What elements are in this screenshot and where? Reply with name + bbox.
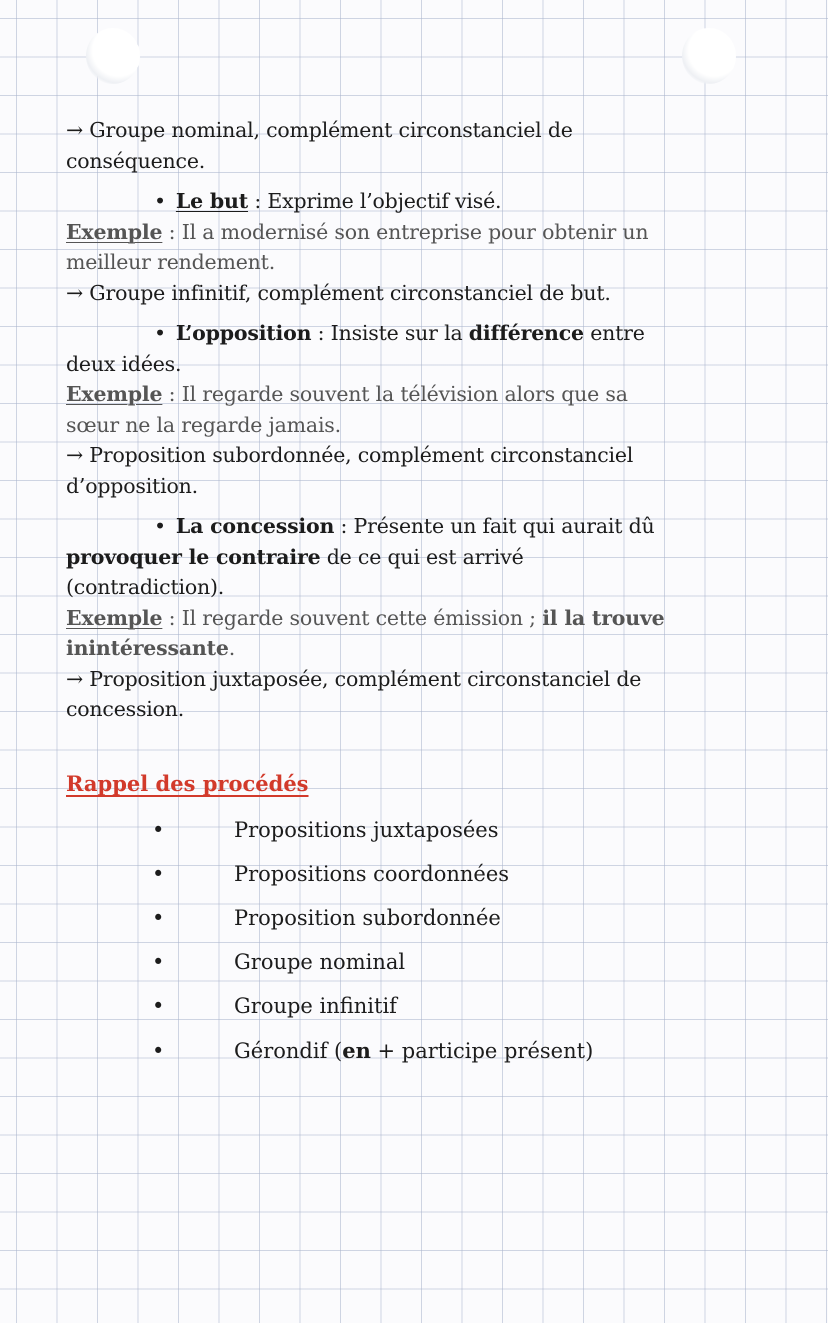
concession-analysis: → Proposition juxtaposée, complément circonstanciel de [66, 666, 642, 691]
bullet-icon: • [152, 994, 165, 1018]
concession-analysis-cont: concession. [66, 697, 185, 721]
concession-definition-cont: (contradiction). [66, 575, 225, 599]
list-item-text: Propositions coordonnées [234, 862, 510, 886]
concession-definition: : Présente un fait qui aurait dû [334, 514, 655, 538]
notes-body [66, 115, 786, 725]
but-example [66, 217, 786, 248]
opposition-definition-end: entre [583, 321, 645, 345]
section-but [66, 186, 786, 217]
bullet-icon: • [152, 906, 165, 930]
rappel-title: Rappel des procédés [66, 771, 309, 796]
bullet-icon: • [154, 189, 166, 213]
list-item-text: Groupe infinitif [234, 994, 397, 1018]
example-label: Exemple [66, 382, 163, 406]
term-opposition: L’opposition [175, 321, 312, 345]
bullet-icon: • [154, 514, 166, 538]
opposition-definition-bold: différence [468, 321, 584, 345]
bullet-icon: • [152, 862, 165, 886]
list-item-text [234, 1036, 593, 1066]
list-item-text: Proposition subordonnée [234, 906, 501, 930]
section-opposition [66, 318, 786, 349]
concession-example [66, 603, 786, 634]
gerondif-bold: en [342, 1038, 371, 1063]
gerondif-text-end: + participe présent) [370, 1039, 594, 1063]
concession-definition-end: de ce qui est arrivé [320, 544, 524, 569]
bullet-icon: • [152, 818, 165, 842]
opposition-analysis: → Proposition subordonnée, complément circonstanciel [66, 443, 634, 467]
opposition-example [66, 379, 786, 410]
binder-hole-right [682, 28, 736, 84]
example-label: Exemple [66, 605, 163, 630]
bullet-icon: • [154, 321, 166, 345]
concession-example-cont [66, 633, 786, 664]
but-definition: : Exprime l’objectif visé. [248, 189, 502, 213]
concession-definition-2 [66, 542, 786, 573]
section-concession [66, 511, 786, 542]
concession-definition-bold: provoquer le contraire [66, 544, 321, 569]
opposition-analysis-cont: d’opposition. [66, 473, 198, 498]
term-concession: La concession [175, 514, 335, 538]
but-example-cont: meilleur rendement. [66, 250, 276, 274]
but-example-text: : Il a modernisé son entreprise pour obtenir un [162, 219, 649, 244]
opposition-definition-cont: deux idées. [66, 351, 182, 376]
bullet-icon: • [152, 950, 165, 974]
opposition-definition: : Insiste sur la [311, 321, 469, 345]
consequence-analysis: → Groupe nominal, complément circonstanciel de [66, 118, 573, 142]
list-item-text: Groupe nominal [234, 950, 406, 974]
concession-example-text: : Il regarde souvent cette émission ; [162, 605, 543, 630]
but-analysis: → Groupe infinitif, complément circonstanciel de but. [66, 280, 611, 305]
gerondif-text: Gérondif ( [234, 1039, 343, 1063]
example-label: Exemple [66, 219, 163, 244]
binder-hole-left [86, 28, 140, 84]
concession-example-bold-cont: inintéressante [66, 636, 229, 660]
list-item-text: Propositions juxtaposées [234, 818, 499, 842]
bullet-icon: • [152, 1039, 165, 1063]
concession-example-bold: il la trouve [542, 605, 665, 630]
term-but: Le but [175, 189, 249, 213]
opposition-example-text: : Il regarde souvent la télévision alors que sa [162, 382, 628, 406]
consequence-analysis-cont: conséquence. [66, 148, 206, 173]
concession-example-end: . [228, 636, 236, 660]
opposition-example-cont: sœur ne la regarde jamais. [66, 412, 341, 437]
